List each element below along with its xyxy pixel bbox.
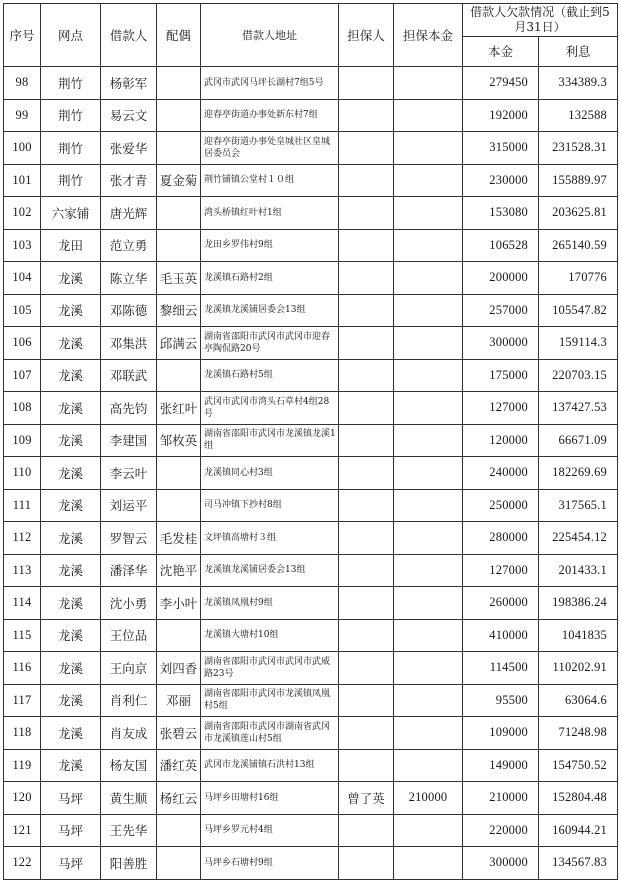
cell-interest: 265140.59 — [539, 229, 618, 262]
cell-principal: 95500 — [463, 684, 539, 717]
cell-borrower: 刘运平 — [101, 489, 157, 522]
cell-spouse — [157, 229, 201, 262]
cell-address: 龙溪镇同心村3组 — [201, 457, 339, 490]
cell-address: 迎春亭街道办事处新东村7组 — [201, 99, 339, 132]
cell-interest: 198386.24 — [539, 587, 618, 620]
cell-guarantee — [394, 457, 463, 490]
cell-branch: 龙溪 — [41, 489, 101, 522]
cell-seq: 115 — [4, 619, 41, 652]
cell-principal: 230000 — [463, 164, 539, 197]
cell-spouse — [157, 847, 201, 880]
cell-interest: 152804.48 — [539, 782, 618, 815]
table-row — [4, 749, 618, 782]
header-branch: 网点 — [41, 4, 101, 67]
cell-borrower: 唐光辉 — [101, 197, 157, 230]
cell-interest: 154750.52 — [539, 749, 618, 782]
cell-borrower: 陈立华 — [101, 262, 157, 295]
cell-seq: 108 — [4, 392, 41, 425]
cell-address: 湾头桥镇红叶村1组 — [201, 197, 339, 230]
cell-principal: 127000 — [463, 392, 539, 425]
cell-address: 马坪乡石塘村9组 — [201, 847, 339, 880]
cell-interest: 170776 — [539, 262, 618, 295]
cell-guarantor — [339, 652, 394, 685]
cell-guarantee — [394, 424, 463, 457]
cell-guarantor — [339, 359, 394, 392]
cell-guarantor — [339, 684, 394, 717]
cell-seq: 102 — [4, 197, 41, 230]
cell-branch: 龙溪 — [41, 587, 101, 620]
cell-spouse — [157, 359, 201, 392]
cell-borrower: 王位品 — [101, 619, 157, 652]
table-row — [4, 392, 618, 425]
cell-spouse: 刘四香 — [157, 652, 201, 685]
cell-guarantor — [339, 457, 394, 490]
cell-branch: 龙溪 — [41, 294, 101, 327]
cell-guarantor — [339, 132, 394, 165]
cell-spouse: 张红叶 — [157, 392, 201, 425]
loan-table-sheet — [3, 3, 618, 880]
header-guarantor: 担保人 — [339, 4, 394, 67]
table-row — [4, 229, 618, 262]
cell-seq: 110 — [4, 457, 41, 490]
cell-guarantor — [339, 749, 394, 782]
cell-interest: 182269.69 — [539, 457, 618, 490]
cell-seq: 99 — [4, 99, 41, 132]
cell-guarantee — [394, 522, 463, 555]
cell-interest: 201433.1 — [539, 554, 618, 587]
cell-guarantor — [339, 67, 394, 100]
cell-guarantee — [394, 587, 463, 620]
table-body — [4, 67, 618, 880]
cell-principal: 250000 — [463, 489, 539, 522]
cell-interest: 110202.91 — [539, 652, 618, 685]
cell-interest: 220703.15 — [539, 359, 618, 392]
cell-guarantor — [339, 164, 394, 197]
cell-interest: 155889.97 — [539, 164, 618, 197]
cell-guarantee — [394, 229, 463, 262]
cell-seq: 120 — [4, 782, 41, 815]
header-guarantee-principal: 担保本金 — [394, 4, 463, 67]
cell-seq: 101 — [4, 164, 41, 197]
cell-address: 迎春亭街道办事处皇城社区皇城居委员会 — [201, 132, 339, 165]
cell-guarantee: 210000 — [394, 782, 463, 815]
cell-seq: 104 — [4, 262, 41, 295]
cell-address: 龙溪镇凤凰村9组 — [201, 587, 339, 620]
header-principal: 本金 — [463, 37, 539, 67]
cell-spouse — [157, 457, 201, 490]
cell-interest: 231528.31 — [539, 132, 618, 165]
cell-spouse: 毛发桂 — [157, 522, 201, 555]
cell-address: 司马冲镇下抄村8组 — [201, 489, 339, 522]
table-row — [4, 587, 618, 620]
table-row — [4, 489, 618, 522]
loan-table — [3, 3, 618, 880]
cell-guarantor — [339, 554, 394, 587]
cell-address: 龙溪镇龙溪铺居委会13组 — [201, 294, 339, 327]
cell-guarantor — [339, 392, 394, 425]
table-row — [4, 619, 618, 652]
cell-interest: 63064.6 — [539, 684, 618, 717]
cell-borrower: 张爱华 — [101, 132, 157, 165]
cell-guarantee — [394, 749, 463, 782]
cell-address: 龙溪镇大塘村10组 — [201, 619, 339, 652]
cell-borrower: 肖利仁 — [101, 684, 157, 717]
cell-borrower: 易云文 — [101, 99, 157, 132]
cell-guarantee — [394, 67, 463, 100]
cell-spouse: 沈艳平 — [157, 554, 201, 587]
table-row — [4, 782, 618, 815]
cell-interest: 159114.3 — [539, 327, 618, 360]
cell-principal: 240000 — [463, 457, 539, 490]
table-row — [4, 262, 618, 295]
cell-guarantor — [339, 619, 394, 652]
cell-spouse: 杨红云 — [157, 782, 201, 815]
cell-spouse: 潘红英 — [157, 749, 201, 782]
cell-address: 龙田乡罗伟村9组 — [201, 229, 339, 262]
cell-seq: 100 — [4, 132, 41, 165]
cell-borrower: 邓陈德 — [101, 294, 157, 327]
cell-branch: 龙溪 — [41, 684, 101, 717]
table-row — [4, 67, 618, 100]
cell-interest: 132588 — [539, 99, 618, 132]
cell-borrower: 高先钧 — [101, 392, 157, 425]
cell-principal: 279450 — [463, 67, 539, 100]
cell-principal: 149000 — [463, 749, 539, 782]
table-row — [4, 294, 618, 327]
table-row — [4, 684, 618, 717]
cell-branch: 龙溪 — [41, 262, 101, 295]
cell-borrower: 范立勇 — [101, 229, 157, 262]
cell-interest: 160944.21 — [539, 814, 618, 847]
cell-branch: 马坪 — [41, 847, 101, 880]
cell-branch: 龙溪 — [41, 424, 101, 457]
cell-principal: 120000 — [463, 424, 539, 457]
cell-principal: 300000 — [463, 327, 539, 360]
cell-address: 文坪镇高塘村３组 — [201, 522, 339, 555]
cell-guarantor — [339, 229, 394, 262]
cell-principal: 114500 — [463, 652, 539, 685]
cell-guarantee — [394, 619, 463, 652]
cell-borrower: 李建国 — [101, 424, 157, 457]
cell-seq: 113 — [4, 554, 41, 587]
cell-branch: 荆竹 — [41, 67, 101, 100]
cell-principal: 153080 — [463, 197, 539, 230]
cell-borrower: 邓集洪 — [101, 327, 157, 360]
cell-seq: 114 — [4, 587, 41, 620]
cell-principal: 109000 — [463, 717, 539, 750]
cell-interest: 317565.1 — [539, 489, 618, 522]
cell-spouse: 邹枚英 — [157, 424, 201, 457]
cell-seq: 118 — [4, 717, 41, 750]
cell-branch: 荆竹 — [41, 99, 101, 132]
table-row — [4, 847, 618, 880]
header-seq: 序号 — [4, 4, 41, 67]
cell-address: 武冈市武冈马坪长湖村7组5号 — [201, 67, 339, 100]
table-row — [4, 814, 618, 847]
cell-guarantor — [339, 522, 394, 555]
cell-guarantee — [394, 554, 463, 587]
cell-address: 湖南省邵阳市武冈市武冈市武威路23号 — [201, 652, 339, 685]
cell-seq: 117 — [4, 684, 41, 717]
cell-borrower: 王向京 — [101, 652, 157, 685]
cell-spouse: 张碧云 — [157, 717, 201, 750]
cell-guarantor — [339, 587, 394, 620]
cell-interest: 71248.98 — [539, 717, 618, 750]
header-spouse: 配偶 — [157, 4, 201, 67]
table-row — [4, 99, 618, 132]
cell-guarantee — [394, 847, 463, 880]
cell-borrower: 杨彰军 — [101, 67, 157, 100]
cell-guarantee — [394, 197, 463, 230]
cell-seq: 116 — [4, 652, 41, 685]
cell-branch: 龙溪 — [41, 619, 101, 652]
cell-principal: 192000 — [463, 99, 539, 132]
table-row — [4, 424, 618, 457]
cell-borrower: 李云叶 — [101, 457, 157, 490]
cell-address: 武冈市武冈市湾头石草村4组28号 — [201, 392, 339, 425]
table-row — [4, 522, 618, 555]
table-row — [4, 717, 618, 750]
cell-guarantee — [394, 489, 463, 522]
cell-principal: 127000 — [463, 554, 539, 587]
cell-guarantee — [394, 327, 463, 360]
cell-guarantee — [394, 99, 463, 132]
cell-seq: 122 — [4, 847, 41, 880]
cell-seq: 107 — [4, 359, 41, 392]
table-row — [4, 554, 618, 587]
cell-address: 湖南省邵阳市武冈市武冈市迎春亭陶侃路20号 — [201, 327, 339, 360]
cell-branch: 龙溪 — [41, 457, 101, 490]
cell-branch: 龙溪 — [41, 749, 101, 782]
cell-spouse: 夏金菊 — [157, 164, 201, 197]
cell-guarantee — [394, 262, 463, 295]
cell-principal: 106528 — [463, 229, 539, 262]
cell-guarantor — [339, 717, 394, 750]
cell-borrower: 肖友成 — [101, 717, 157, 750]
cell-address: 武冈市龙溪铺镇石洪村13组 — [201, 749, 339, 782]
cell-interest: 137427.53 — [539, 392, 618, 425]
cell-branch: 马坪 — [41, 782, 101, 815]
cell-principal: 200000 — [463, 262, 539, 295]
cell-address: 龙溪镇石路村2组 — [201, 262, 339, 295]
cell-interest: 134567.83 — [539, 847, 618, 880]
cell-spouse — [157, 132, 201, 165]
cell-branch: 龙溪 — [41, 717, 101, 750]
header-interest: 利息 — [539, 37, 618, 67]
cell-seq: 121 — [4, 814, 41, 847]
cell-guarantor — [339, 197, 394, 230]
cell-branch: 龙溪 — [41, 359, 101, 392]
cell-seq: 111 — [4, 489, 41, 522]
cell-guarantor — [339, 814, 394, 847]
cell-seq: 109 — [4, 424, 41, 457]
cell-guarantor — [339, 489, 394, 522]
cell-guarantor — [339, 99, 394, 132]
cell-guarantor — [339, 424, 394, 457]
header-borrower: 借款人 — [101, 4, 157, 67]
cell-guarantee — [394, 359, 463, 392]
cell-guarantee — [394, 164, 463, 197]
cell-principal: 410000 — [463, 619, 539, 652]
cell-seq: 112 — [4, 522, 41, 555]
cell-borrower: 潘泽华 — [101, 554, 157, 587]
cell-branch: 马坪 — [41, 814, 101, 847]
cell-borrower: 阳善胜 — [101, 847, 157, 880]
cell-spouse — [157, 99, 201, 132]
cell-branch: 龙溪 — [41, 652, 101, 685]
cell-interest: 203625.81 — [539, 197, 618, 230]
table-row — [4, 359, 618, 392]
table-row — [4, 132, 618, 165]
cell-guarantee — [394, 814, 463, 847]
cell-interest: 1041835 — [539, 619, 618, 652]
cell-seq: 98 — [4, 67, 41, 100]
cell-interest: 66671.09 — [539, 424, 618, 457]
cell-principal: 220000 — [463, 814, 539, 847]
cell-principal: 280000 — [463, 522, 539, 555]
cell-guarantee — [394, 684, 463, 717]
cell-spouse — [157, 814, 201, 847]
cell-spouse: 邓丽 — [157, 684, 201, 717]
cell-guarantor — [339, 327, 394, 360]
table-row — [4, 327, 618, 360]
table-row — [4, 164, 618, 197]
cell-branch: 龙溪 — [41, 554, 101, 587]
cell-guarantee — [394, 652, 463, 685]
cell-principal: 210000 — [463, 782, 539, 815]
cell-principal: 300000 — [463, 847, 539, 880]
cell-address: 湖南省邵阳市武冈市龙溪镇龙溪1组 — [201, 424, 339, 457]
cell-guarantee — [394, 717, 463, 750]
cell-interest: 334389.3 — [539, 67, 618, 100]
cell-guarantor — [339, 262, 394, 295]
cell-guarantor: 曾了英 — [339, 782, 394, 815]
cell-guarantee — [394, 132, 463, 165]
cell-principal: 175000 — [463, 359, 539, 392]
cell-borrower: 黄生顺 — [101, 782, 157, 815]
cell-guarantor — [339, 294, 394, 327]
cell-branch: 荆竹 — [41, 132, 101, 165]
cell-branch: 六家铺 — [41, 197, 101, 230]
cell-spouse: 邱满云 — [157, 327, 201, 360]
cell-spouse: 黎细云 — [157, 294, 201, 327]
cell-spouse — [157, 67, 201, 100]
cell-branch: 龙溪 — [41, 327, 101, 360]
cell-seq: 119 — [4, 749, 41, 782]
cell-seq: 105 — [4, 294, 41, 327]
header-address: 借款人地址 — [201, 4, 339, 67]
cell-interest: 225454.12 — [539, 522, 618, 555]
cell-guarantor — [339, 847, 394, 880]
cell-spouse — [157, 197, 201, 230]
cell-address: 荆竹铺镇公堂村１０组 — [201, 164, 339, 197]
cell-branch: 龙田 — [41, 229, 101, 262]
cell-branch: 龙溪 — [41, 522, 101, 555]
cell-spouse — [157, 489, 201, 522]
cell-principal: 260000 — [463, 587, 539, 620]
cell-borrower: 张才青 — [101, 164, 157, 197]
cell-address: 龙溪镇石路村5组 — [201, 359, 339, 392]
cell-branch: 荆竹 — [41, 164, 101, 197]
cell-address: 马坪乡罗元村4组 — [201, 814, 339, 847]
cell-seq: 106 — [4, 327, 41, 360]
cell-interest: 105547.82 — [539, 294, 618, 327]
cell-spouse — [157, 619, 201, 652]
cell-address: 龙溪镇龙溪铺居委会13组 — [201, 554, 339, 587]
cell-borrower: 王先华 — [101, 814, 157, 847]
cell-address: 湖南省邵阳市武冈市龙溪镇凤凰村5组 — [201, 684, 339, 717]
cell-borrower: 杨友国 — [101, 749, 157, 782]
cell-principal: 315000 — [463, 132, 539, 165]
cell-branch: 龙溪 — [41, 392, 101, 425]
header-owed-group: 借款人欠款情况（截止到5月31日） — [463, 4, 618, 37]
cell-spouse: 李小叶 — [157, 587, 201, 620]
cell-borrower: 罗智云 — [101, 522, 157, 555]
cell-spouse: 毛玉英 — [157, 262, 201, 295]
table-row — [4, 652, 618, 685]
table-row — [4, 197, 618, 230]
cell-address: 湖南省邵阳市武冈市湖南省武冈市龙溪镇莲山村5组 — [201, 717, 339, 750]
table-row — [4, 457, 618, 490]
cell-principal: 257000 — [463, 294, 539, 327]
cell-guarantee — [394, 294, 463, 327]
cell-address: 马坪乡田塘村16组 — [201, 782, 339, 815]
cell-guarantee — [394, 392, 463, 425]
cell-borrower: 邓联武 — [101, 359, 157, 392]
cell-seq: 103 — [4, 229, 41, 262]
cell-borrower: 沈小勇 — [101, 587, 157, 620]
